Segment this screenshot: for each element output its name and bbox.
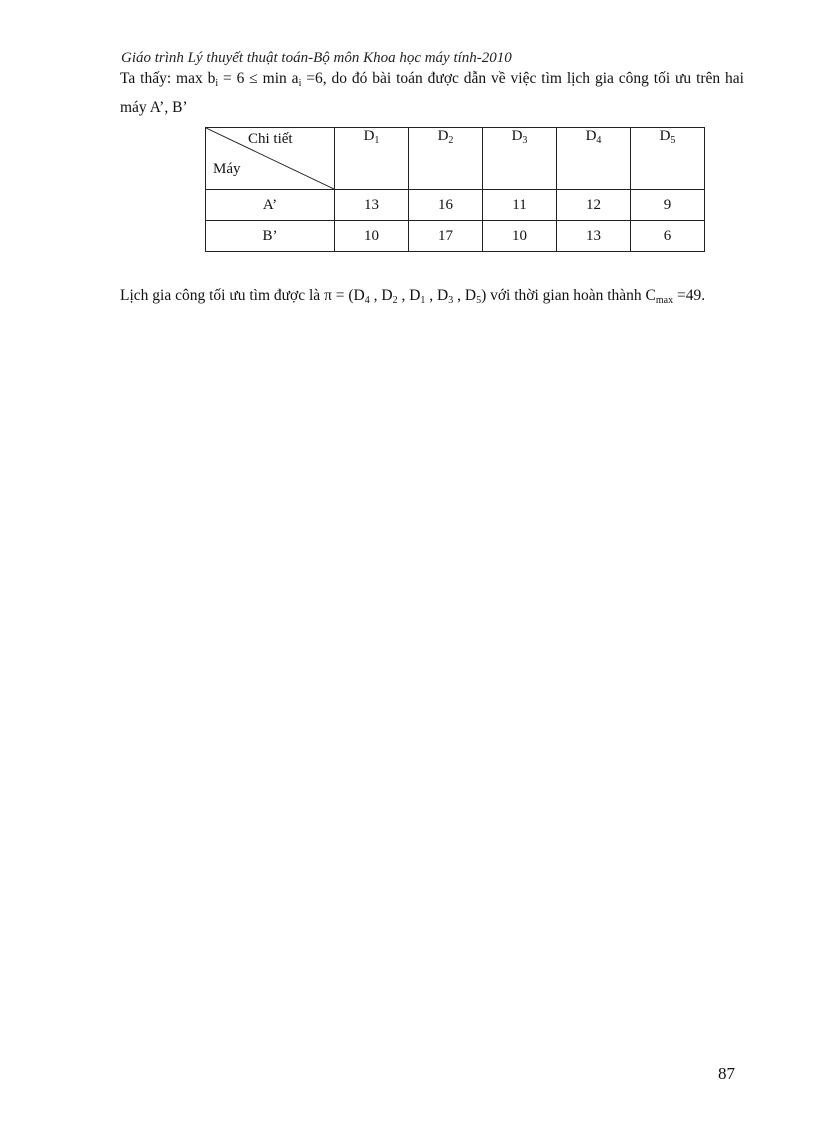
cmax-value: =49. <box>673 287 706 304</box>
column-header: $D_1$ <box>335 128 409 190</box>
cmax-subscript: max <box>655 295 674 306</box>
processing-time-table <box>205 127 705 252</box>
page-number: 87 <box>718 1064 735 1083</box>
table-cell: 13 <box>557 221 631 252</box>
running-header: Giáo trình Lý thuyết thuật toán-Bộ môn Khoa học máy tính-2010 <box>121 50 512 66</box>
column-header: $D_2$ <box>409 128 483 190</box>
table-cell: 16 <box>409 190 483 221</box>
table-cell: 12 <box>557 190 631 221</box>
table-cell: 9 <box>631 190 705 221</box>
intro-subscript: i <box>298 78 302 89</box>
result-text: Lịch gia công tối ưu tìm được là π = ( <box>120 287 354 304</box>
table-cell: 10 <box>335 221 409 252</box>
intro-subscript: i <box>215 78 219 89</box>
intro-paragraph <box>120 64 744 122</box>
table-row <box>206 190 705 221</box>
column-header: $D_5$ <box>631 128 705 190</box>
intro-text: = 6 ≤ min a <box>218 70 299 87</box>
intro-text: Ta thấy: max b <box>120 70 216 87</box>
result-paragraph: Lịch gia công tối ưu tìm được là $\pi = (D_4$ , $D_2$ , $D_1$ , $D_3$ , $D_5$) với thời gian hoàn thành $C_{max} =49$. <box>120 287 706 306</box>
table-cell: 6 <box>631 221 705 252</box>
corner-label-bottom: Máy <box>213 161 241 177</box>
row-label: A’ <box>206 190 335 221</box>
table-header-row <box>206 128 705 190</box>
corner-label-top: Chi tiết <box>248 131 293 147</box>
column-header: $D_4$ <box>557 128 631 190</box>
result-text: ) với thời gian hoàn thành <box>481 287 646 304</box>
column-header: $D_3$ <box>483 128 557 190</box>
table-corner-cell <box>206 128 335 190</box>
intro-text: =6, do đó bài toán được dẫn về việc tìm lịch gia công tối ưu trên hai máy A’, B’ <box>120 70 744 116</box>
row-label: B’ <box>206 221 335 252</box>
table-cell: 13 <box>335 190 409 221</box>
table-row <box>206 221 705 252</box>
table-cell: 11 <box>483 190 557 221</box>
cmax-symbol: C <box>645 287 656 304</box>
table-cell: 10 <box>483 221 557 252</box>
table-cell: 17 <box>409 221 483 252</box>
